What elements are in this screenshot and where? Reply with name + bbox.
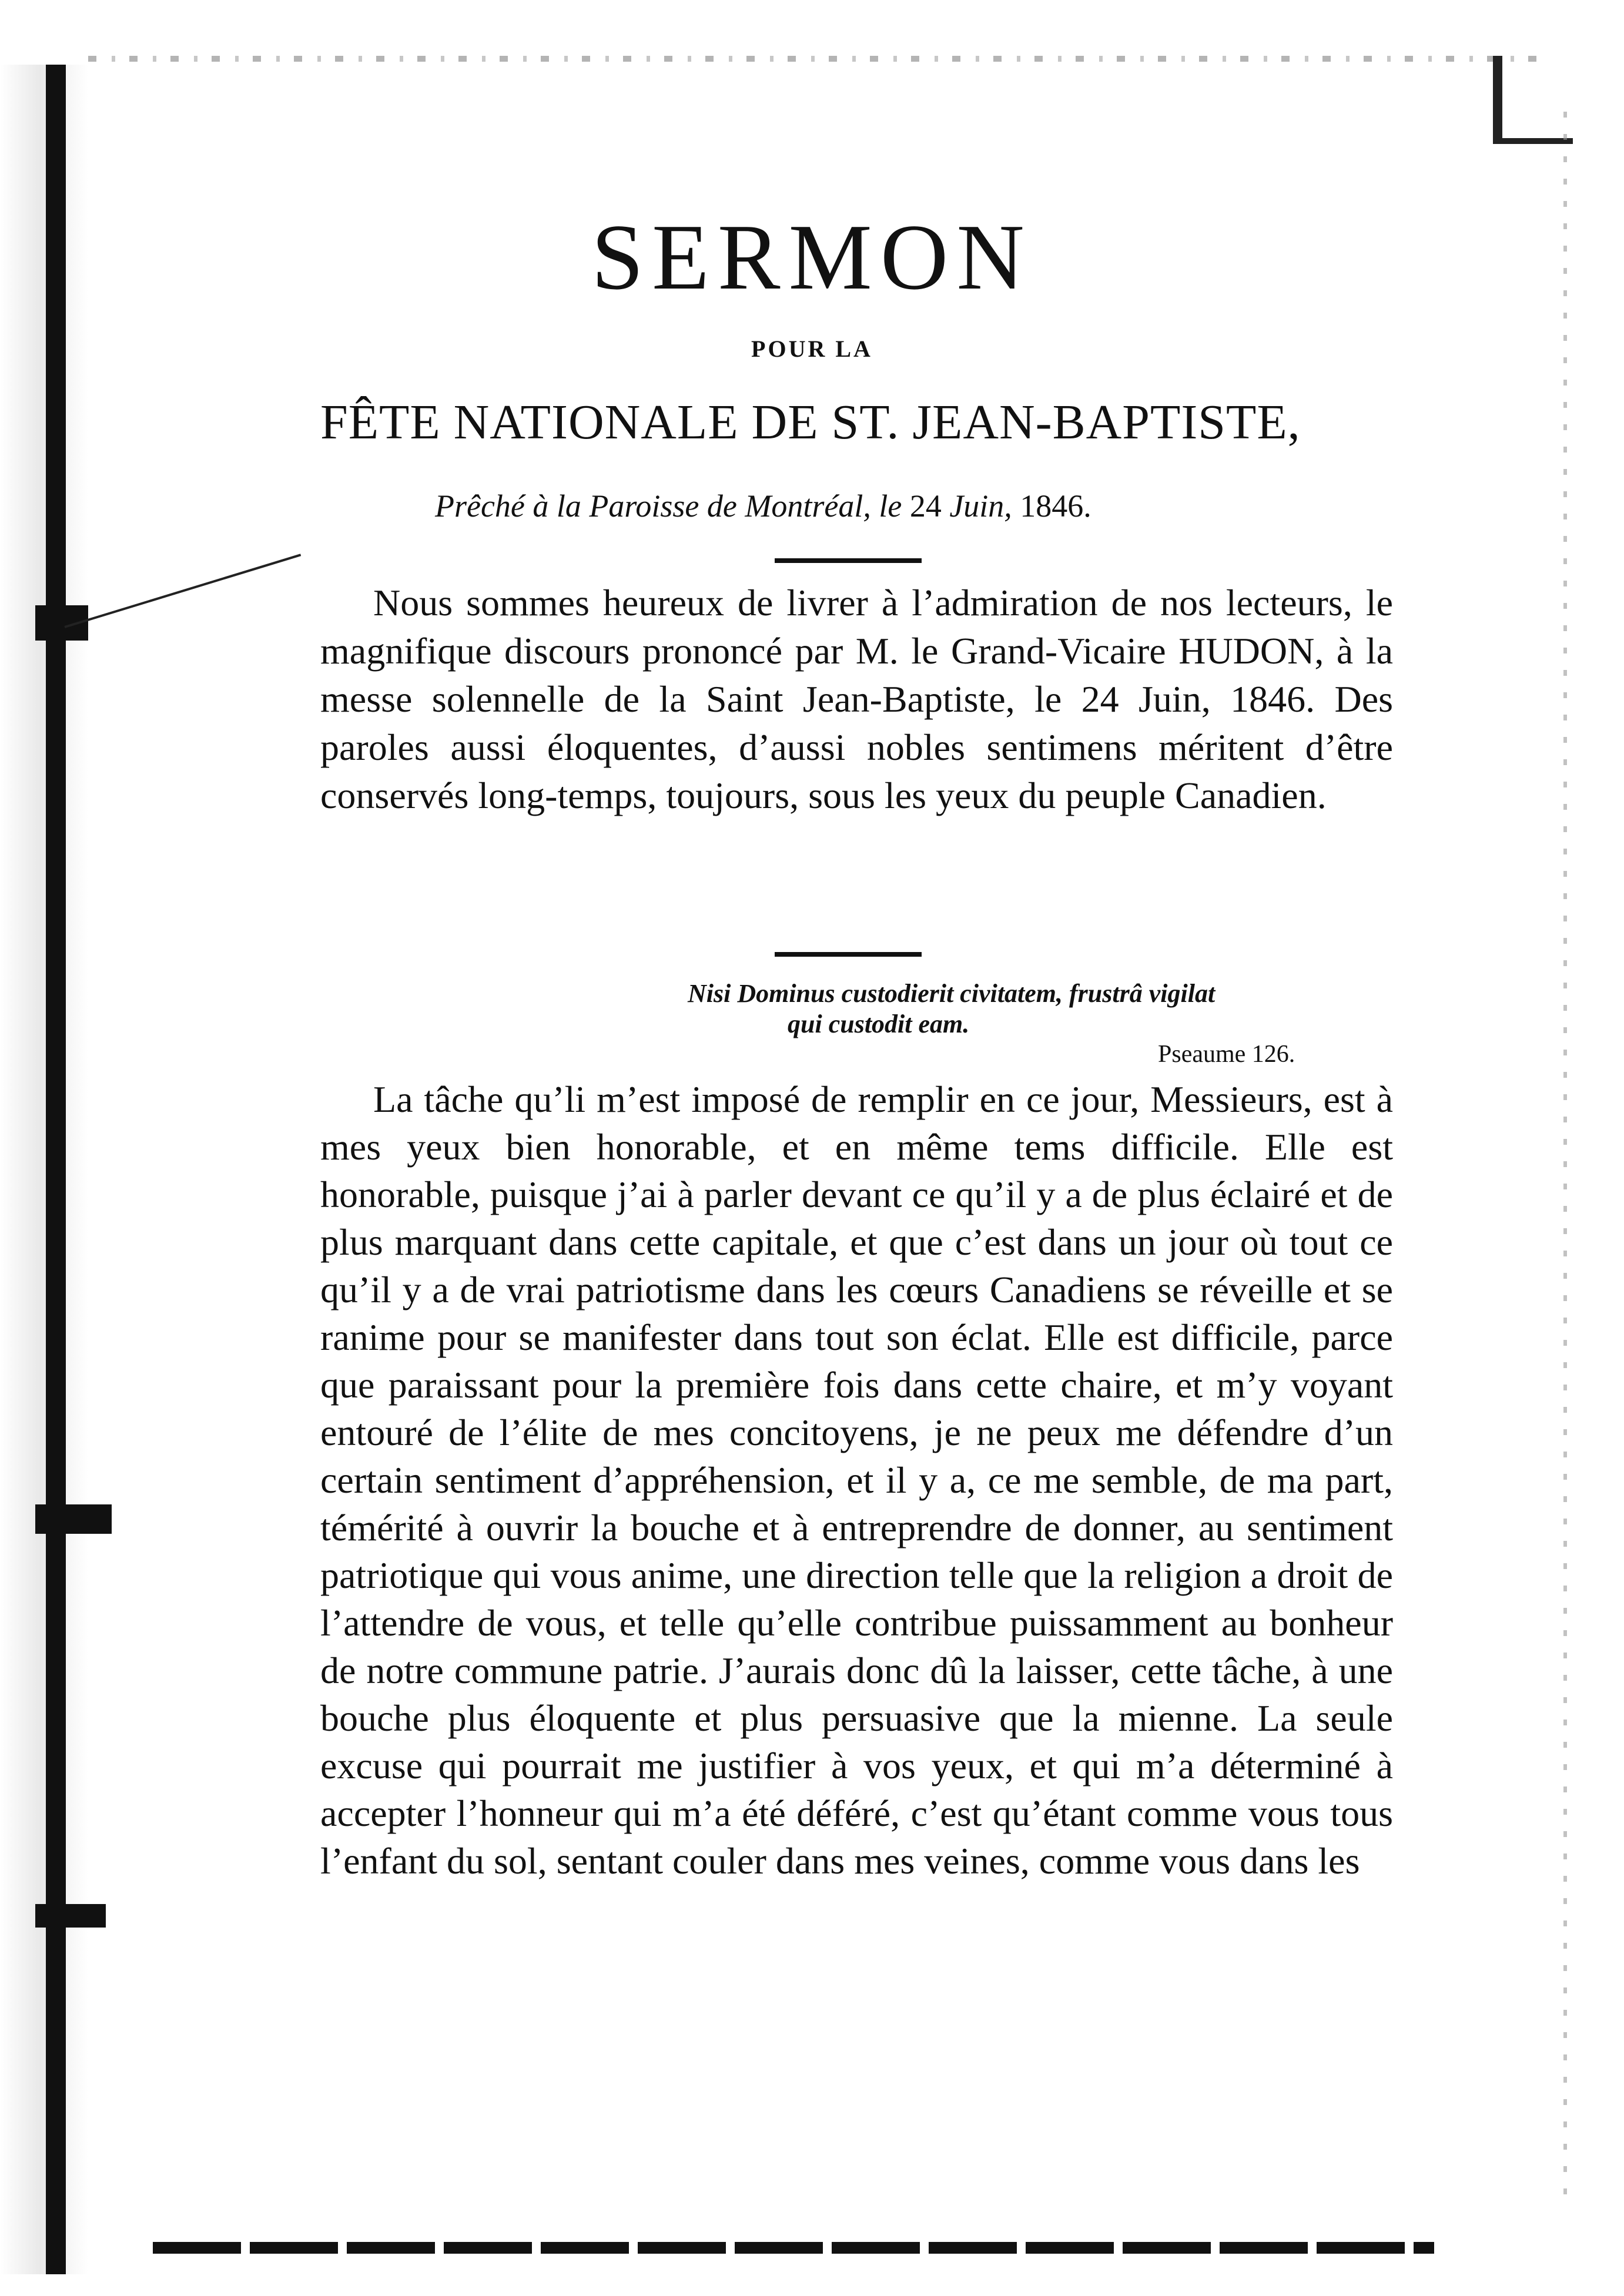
preached-place: Prêché à la Paroisse de Montréal, le — [435, 488, 902, 524]
preached-year: 1846. — [1020, 488, 1091, 524]
document-title: SERMON — [591, 205, 1033, 309]
preached-day: 24 — [909, 488, 942, 524]
binding-mark — [35, 1904, 106, 1928]
bottom-page-edge — [153, 2242, 1434, 2254]
top-page-edge — [88, 56, 1540, 62]
corner-mark — [1493, 56, 1573, 144]
epigraph-line-2: qui custodit eam. — [788, 1010, 970, 1038]
binding-edge — [46, 65, 66, 2274]
document-subtitle: FÊTE NATIONALE DE ST. JEAN-BAPTISTE, — [320, 395, 1301, 450]
binding-mark — [35, 1504, 112, 1534]
preached-month: Juin, — [949, 488, 1012, 524]
divider-rule — [775, 558, 922, 563]
intro-paragraph: Nous sommes heureux de livrer à l’admiration de nos lecteurs, le magnifique discours prononcé par M. le Grand-Vicaire HUDON, à la messe solennelle de la Saint Jean-Baptiste, le 24 Juin, 1846. Des paroles aussi éloquentes, d’aussi nobles sentimens méritent d’être conservés long-temps, toujours, sous les yeux du peuple Canadien. — [320, 582, 1393, 816]
epigraph-line-1: Nisi Dominus custodierit civitatem, frustrâ vigilat — [688, 979, 1216, 1008]
right-page-edge — [1563, 112, 1567, 2204]
preached-line — [435, 488, 1305, 524]
epigraph — [688, 978, 1399, 1040]
scan-stroke — [64, 554, 301, 628]
divider-rule — [775, 952, 922, 957]
pour-la-label: POUR LA — [751, 336, 873, 362]
binding-shadow — [0, 65, 88, 2274]
sermon-body: La tâche qu’li m’est imposé de remplir en ce jour, Messieurs, est à mes yeux bien honorable, et en même tems difficile. Elle est honorable, puisque j’ai à parler devant ce qu’il y a de plus éclairé et de plus marquant dans cette capitale, et que c’est dans un jour où tout ce qu’il y a de vrai patriotisme dans les cœurs Canadiens se réveille et se ranime pour se manifester dans tout son éclat. Elle est difficile, parce que paraissant pour la première fois dans cette chaire, et m’y voyant entouré de l’élite de mes concitoyens, je ne peux me défendre d’un certain sentiment d’appréhension, et il y a, ce me semble, de ma part, témérité à ouvrir la bouche et à entreprendre de donner, au sentiment patriotique qui vous anime, une direction telle que la religion a droit de l’attendre de vous, et telle qu’elle contribue puissamment au bonheur de notre commune patrie. J’aurais donc dû la laisser, cette tâche, à une bouche plus éloquente et plus persuasive que la mienne. La seule excuse qui pourrait me justifier à vos yeux, et qui m’a déterminé à accepter l’honneur qui m’a été déféré, c’est qu’étant comme vous tous l’enfant du sol, sentant couler dans mes veines, comme vous dans les — [320, 1078, 1393, 1882]
epigraph-source: Pseaume 126. — [1158, 1041, 1295, 1068]
